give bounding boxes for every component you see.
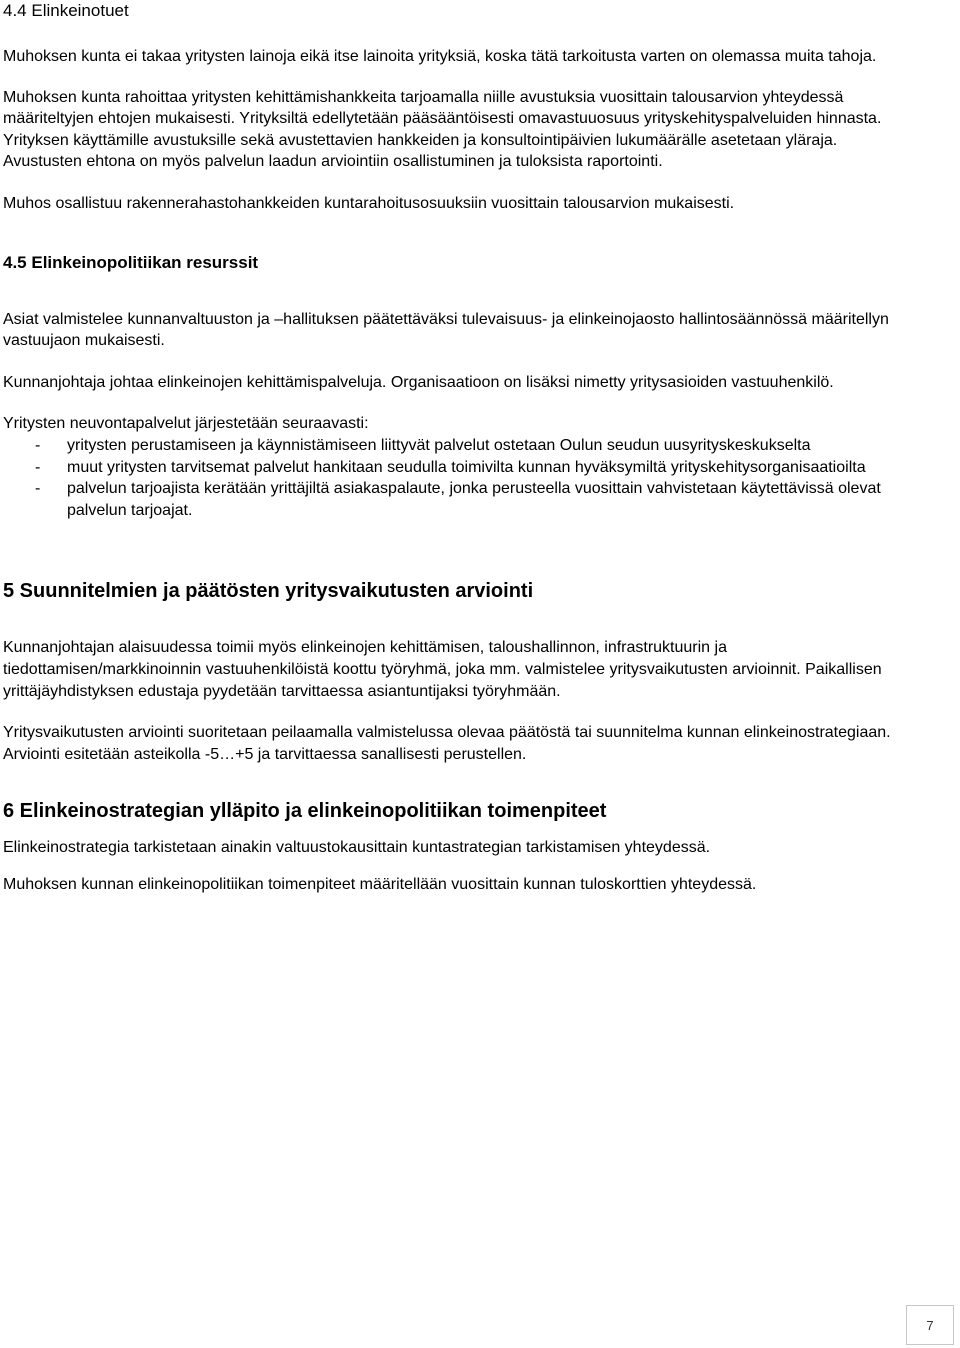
heading-4-5: 4.5 Elinkeinopolitiikan resurssit <box>3 252 259 272</box>
paragraph-4-5-3: Yritysten neuvontapalvelut järjestetään seuraavasti: <box>3 415 369 433</box>
list-item <box>3 457 903 479</box>
services-list <box>3 435 903 521</box>
heading-5: 5 Suunnitelmien ja päätösten yritysvaikutusten arviointi <box>3 580 534 603</box>
list-item <box>3 435 903 457</box>
list-dash: - <box>35 436 41 454</box>
heading-4-4: 4.4 Elinkeinotuet <box>3 1 129 20</box>
paragraph-4-4-1: Muhoksen kunta ei takaa yritysten lainoja eikä itse lainoita yrityksiä, koska tätä tarkoitusta varten on olemassa muita tahoja. <box>3 48 877 65</box>
heading-6: 6 Elinkeinostrategian ylläpito ja elinkeinopolitiikan toimenpiteet <box>3 800 607 823</box>
list-item-text: palvelun tarjoajista kerätään yrittäjiltä asiakaspalaute, jonka perusteella vuosittain vahvistetaan käytettävissä olevat palvelun tarjoajat. <box>67 480 881 519</box>
paragraph-5-2: Yritysvaikutusten arviointi suoritetaan peilaamalla valmistelussa olevaa päätöstä tai suunnitelma kunnan elinkeinostrategiaan. Arviointi esitetään asteikolla -5…+5 ja tarvittaessa sanallisesti perustellen. <box>3 724 891 763</box>
document-page <box>3 0 903 895</box>
paragraph-4-5-2: Kunnanjohtaja johtaa elinkeinojen kehittämispalveluja. Organisaatioon on lisäksi nimetty yritysasioiden vastuuhenkilö. <box>3 373 834 391</box>
list-item <box>3 478 903 521</box>
paragraph-4-4-2: Muhoksen kunta rahoittaa yritysten kehittämishankkeita tarjoamalla niille avustuksia vuosittain talousarvion yhteydessä määriteltyjen ehtojen mukaisesti. Yrityksiltä edellytetään pääsääntöisesti omavastuuosuus yrityskehityspalveluiden hinnasta. Yrityksen käyttämille avustuksille sekä avustettavien hankkeiden ja konsultointipäivien lukumäärälle asetetaan yläraja. Avustusten ehtona on myös palvelun laadun arviointiin osallistuminen ja tuloksista raportointi. <box>3 88 882 171</box>
list-item-text: yritysten perustamiseen ja käynnistämiseen liittyvät palvelut ostetaan Oulun seudun uusyrityskeskukselta <box>67 436 811 454</box>
list-dash: - <box>35 480 41 498</box>
paragraph-4-4-3: Muhos osallistuu rakennerahastohankkeiden kuntarahoitusosuuksiin vuosittain talousarvion mukaisesti. <box>3 194 735 212</box>
paragraph-6-1: Elinkeinostrategia tarkistetaan ainakin valtuustokausittain kuntastrategian tarkistamisen yhteydessä. <box>3 839 711 857</box>
paragraph-5-1: Kunnanjohtajan alaisuudessa toimii myös elinkeinojen kehittämisen, taloushallinnon, infrastruktuurin ja tiedottamisen/markkinoinnin vastuuhenkilöistä koottu työryhmä, joka mm. valmistelee yritysvaikutusten arvioinnit. Paikallisen yrittäjäyhdistyksen edustaja pyydetään tarvittaessa asiantuntijaksi työryhmään. <box>3 639 882 700</box>
list-item-text: muut yritysten tarvitsemat palvelut hankitaan seudulla toimivilta kunnan hyväksymiltä yrityskehitysorganisaatioilta <box>67 458 866 476</box>
paragraph-6-2: Muhoksen kunnan elinkeinopolitiikan toimenpiteet määritellään vuosittain kunnan tuloskorttien yhteydessä. <box>3 875 757 893</box>
page-number: 7 <box>906 1305 954 1345</box>
paragraph-4-5-1: Asiat valmistelee kunnanvaltuuston ja –hallituksen päätettäväksi tulevaisuus- ja elinkeinojaosto hallintosäännössä määritellyn vastuujaon mukaisesti. <box>3 310 889 350</box>
list-dash: - <box>35 458 41 476</box>
